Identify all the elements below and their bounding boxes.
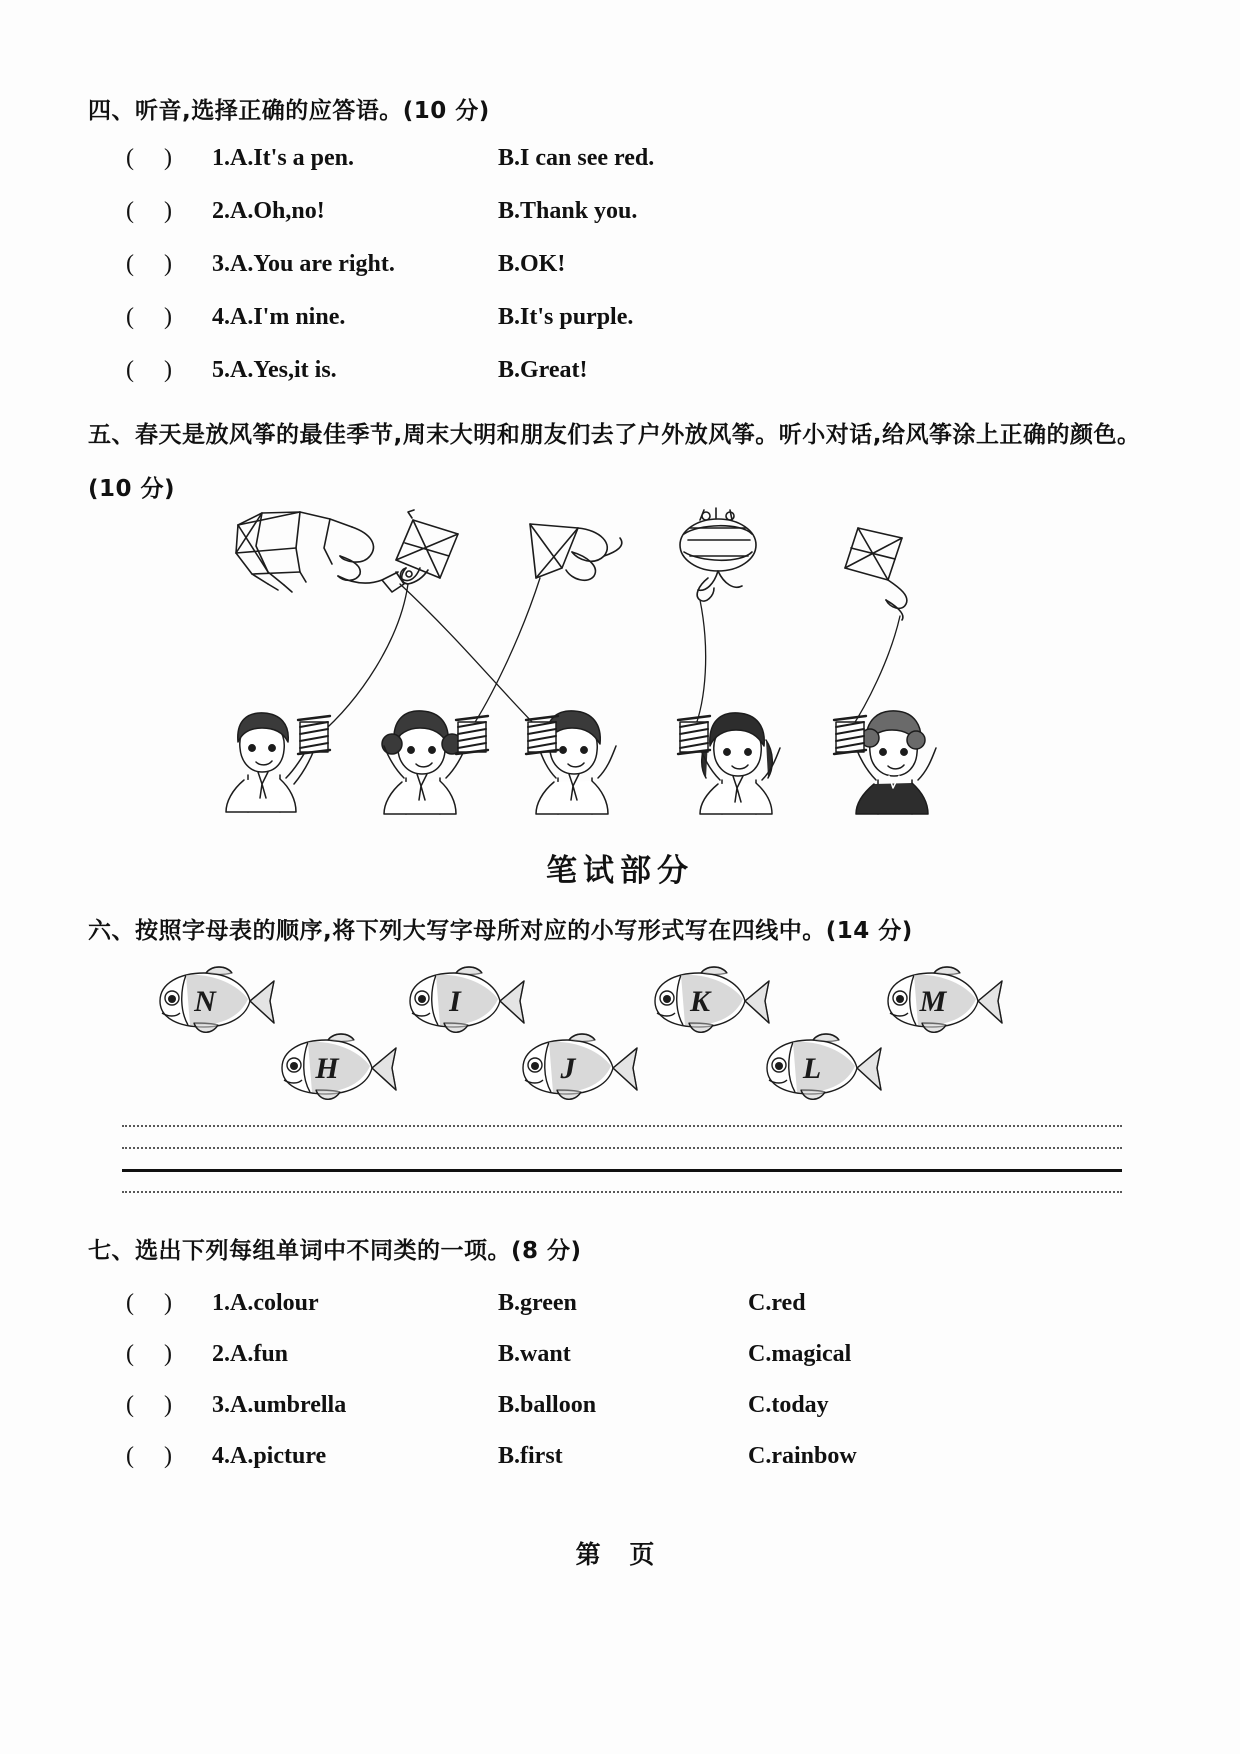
- option-a[interactable]: A.I'm nine.: [230, 304, 346, 330]
- item-number: 2.: [212, 198, 230, 224]
- option-a[interactable]: A.umbrella: [230, 1392, 347, 1418]
- fish-letter-h-label: H: [315, 1052, 339, 1085]
- option-b[interactable]: B.green: [498, 1290, 577, 1316]
- item-number: 4.: [212, 1443, 230, 1469]
- kite-illustration: [0, 0, 1240, 840]
- item-number: 5.: [212, 357, 230, 383]
- staff-line-3-baseline: [122, 1169, 1122, 1172]
- section-seven-item-4[interactable]: [126, 1443, 857, 1470]
- fish-letter-m-label: M: [919, 985, 947, 1018]
- staff-line-2: [122, 1147, 1122, 1149]
- option-b[interactable]: B.I can see red.: [498, 145, 655, 171]
- section-seven-item-2[interactable]: [126, 1341, 851, 1368]
- option-b[interactable]: B.Thank you.: [498, 198, 638, 224]
- answer-blank[interactable]: ( ): [126, 198, 172, 224]
- answer-blank[interactable]: ( ): [126, 1290, 172, 1316]
- answer-blank[interactable]: ( ): [126, 1443, 172, 1469]
- staff-line-4: [122, 1191, 1122, 1193]
- option-c[interactable]: C.today: [748, 1392, 829, 1418]
- option-b[interactable]: B.balloon: [498, 1392, 597, 1418]
- answer-blank[interactable]: ( ): [126, 304, 172, 330]
- item-number: 3.: [212, 251, 230, 277]
- four-line-writing-staff[interactable]: [122, 1125, 1122, 1195]
- item-number: 1.: [212, 145, 230, 171]
- written-part-banner: 笔试部分: [546, 853, 694, 889]
- option-b[interactable]: B.first: [498, 1443, 563, 1469]
- item-number: 3.: [212, 1392, 230, 1418]
- option-c[interactable]: C.red: [748, 1290, 806, 1316]
- spool-3: [526, 716, 558, 754]
- kite-2: [396, 510, 458, 584]
- child-2: [382, 711, 466, 814]
- answer-blank[interactable]: ( ): [126, 251, 172, 277]
- option-c[interactable]: C.rainbow: [748, 1443, 857, 1469]
- section-seven-item-1[interactable]: [126, 1290, 806, 1317]
- answer-blank[interactable]: ( ): [126, 1341, 172, 1367]
- option-a[interactable]: A.picture: [230, 1443, 327, 1469]
- spool-4: [678, 716, 710, 754]
- child-4: [700, 713, 780, 814]
- section-four-heading: 四、听音,选择正确的应答语。(10 分): [88, 98, 490, 124]
- item-number: 2.: [212, 1341, 230, 1367]
- page-footer: 第 页: [575, 1540, 665, 1569]
- option-c[interactable]: C.magical: [748, 1341, 852, 1367]
- staff-line-1: [122, 1125, 1122, 1127]
- section-five-heading: 五、春天是放风筝的最佳季节,周末大明和朋友们去了户外放风筝。听小对话,给风筝涂上正确的颜色。(10 分): [88, 422, 1141, 503]
- spool-2: [456, 716, 488, 754]
- fish-letter-n-label: N: [194, 985, 216, 1018]
- answer-blank[interactable]: ( ): [126, 1392, 172, 1418]
- answer-blank[interactable]: ( ): [126, 357, 172, 383]
- spool-1: [298, 716, 330, 754]
- children-group: [226, 711, 936, 814]
- kite-4: [680, 508, 756, 601]
- answer-blank[interactable]: ( ): [126, 145, 172, 171]
- option-a[interactable]: A.Oh,no!: [230, 198, 325, 224]
- option-a[interactable]: A.You are right.: [230, 251, 395, 277]
- option-b[interactable]: B.It's purple.: [498, 304, 634, 330]
- kite-3: [530, 524, 622, 580]
- fish-letter-k-label: K: [689, 985, 710, 1018]
- option-a[interactable]: A.Yes,it is.: [230, 357, 337, 383]
- item-number: 4.: [212, 304, 230, 330]
- option-b[interactable]: B.want: [498, 1341, 571, 1367]
- section-seven-item-3[interactable]: [126, 1392, 829, 1419]
- fish-letter-i-label: I: [449, 985, 461, 1018]
- option-b[interactable]: B.Great!: [498, 357, 588, 383]
- option-b[interactable]: B.OK!: [498, 251, 566, 277]
- section-seven-heading: 七、选出下列每组单词中不同类的一项。(8 分): [88, 1238, 582, 1264]
- option-a[interactable]: A.It's a pen.: [230, 145, 355, 171]
- option-a[interactable]: A.colour: [230, 1290, 319, 1316]
- kite-5: [845, 528, 907, 620]
- child-5: [856, 711, 936, 814]
- option-a[interactable]: A.fun: [230, 1341, 289, 1367]
- item-number: 1.: [212, 1290, 230, 1316]
- fish-letter-j-label: J: [560, 1052, 576, 1085]
- kite-1: [236, 512, 404, 592]
- spool-5: [834, 716, 866, 754]
- fish-letter-l-label: L: [802, 1052, 822, 1085]
- section-six-heading: 六、按照字母表的顺序,将下列大写字母所对应的小写形式写在四线中。(14 分): [88, 918, 913, 944]
